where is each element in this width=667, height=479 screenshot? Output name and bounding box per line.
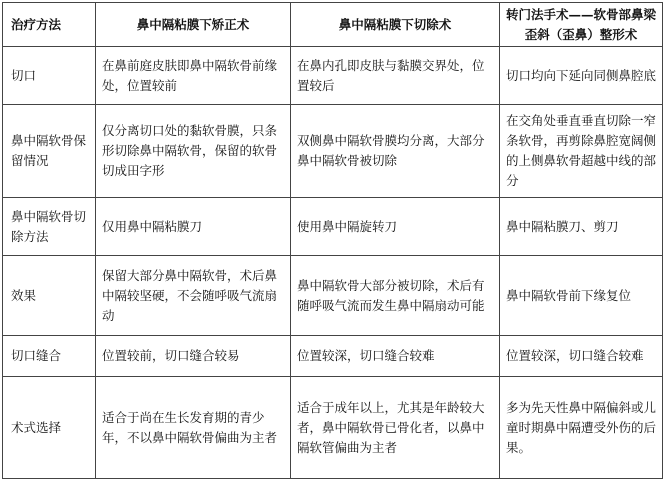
table-cell: 适合于尚在生长发育期的青少年，不以鼻中隔软骨偏曲为主者 [96,377,291,479]
table-cell: 位置较深，切口缝合较难 [291,336,500,377]
header-method: 治疗方法 [3,3,96,47]
table-cell: 保留大部分鼻中隔软骨，术后鼻中隔较坚硬，不会随呼吸气流扇动 [96,256,291,336]
table-header-row [3,3,663,47]
table-cell: 双侧鼻中隔软骨膜均分离，大部分鼻中隔软骨被切除 [291,105,500,198]
comparison-table-container [2,2,663,479]
table-cell: 鼻中隔粘膜刀、剪刀 [500,198,663,256]
table-cell: 仅用鼻中隔粘膜刀 [96,198,291,256]
table-row [3,47,663,105]
table-cell: 适合于成年以上，尤其是年龄较大者，鼻中隔软骨已骨化者，以鼻中隔软管偏曲为主者 [291,377,500,479]
table-cell: 位置较前，切口缝合较易 [96,336,291,377]
table-cell: 切口均向下延向同侧鼻腔底 [500,47,663,105]
table-cell: 使用鼻中隔旋转刀 [291,198,500,256]
surgery-comparison-table [2,2,663,479]
row-label-suture: 切口缝合 [3,336,96,377]
header-submucous-resection: 鼻中隔粘膜下切除术 [291,3,500,47]
table-row [3,377,663,479]
table-cell: 仅分离切口处的黏软骨膜，只条形切除鼻中隔软骨，保留的软骨切成田字形 [96,105,291,198]
table-cell: 在鼻内孔即皮肤与黏膜交界处，位置较后 [291,47,500,105]
header-swinging-door: 转门法手术——软骨部鼻梁歪斜（歪鼻）整形术 [500,3,663,47]
table-cell: 在鼻前庭皮肤即鼻中隔软骨前缘处，位置较前 [96,47,291,105]
table-cell: 多为先天性鼻中隔偏斜或儿童时期鼻中隔遭受外伤的后果。 [500,377,663,479]
row-label-effect: 效果 [3,256,96,336]
row-label-incision: 切口 [3,47,96,105]
row-label-resection-method: 鼻中隔软骨切除方法 [3,198,96,256]
table-row [3,105,663,198]
table-row [3,256,663,336]
table-cell: 位置较深，切口缝合较难 [500,336,663,377]
table-cell: 鼻中隔软骨大部分被切除，术后有随呼吸气流而发生鼻中隔扇动可能 [291,256,500,336]
table-row [3,336,663,377]
table-cell: 鼻中隔软骨前下缘复位 [500,256,663,336]
table-cell: 在交角处垂直垂直切除一窄条软骨，再剪除鼻腔宽阔侧的上侧鼻软骨超越中线的部分 [500,105,663,198]
row-label-procedure-selection: 术式选择 [3,377,96,479]
row-label-cartilage-retention: 鼻中隔软骨保留情况 [3,105,96,198]
table-row [3,198,663,256]
header-submucous-correction: 鼻中隔粘膜下矫正术 [96,3,291,47]
